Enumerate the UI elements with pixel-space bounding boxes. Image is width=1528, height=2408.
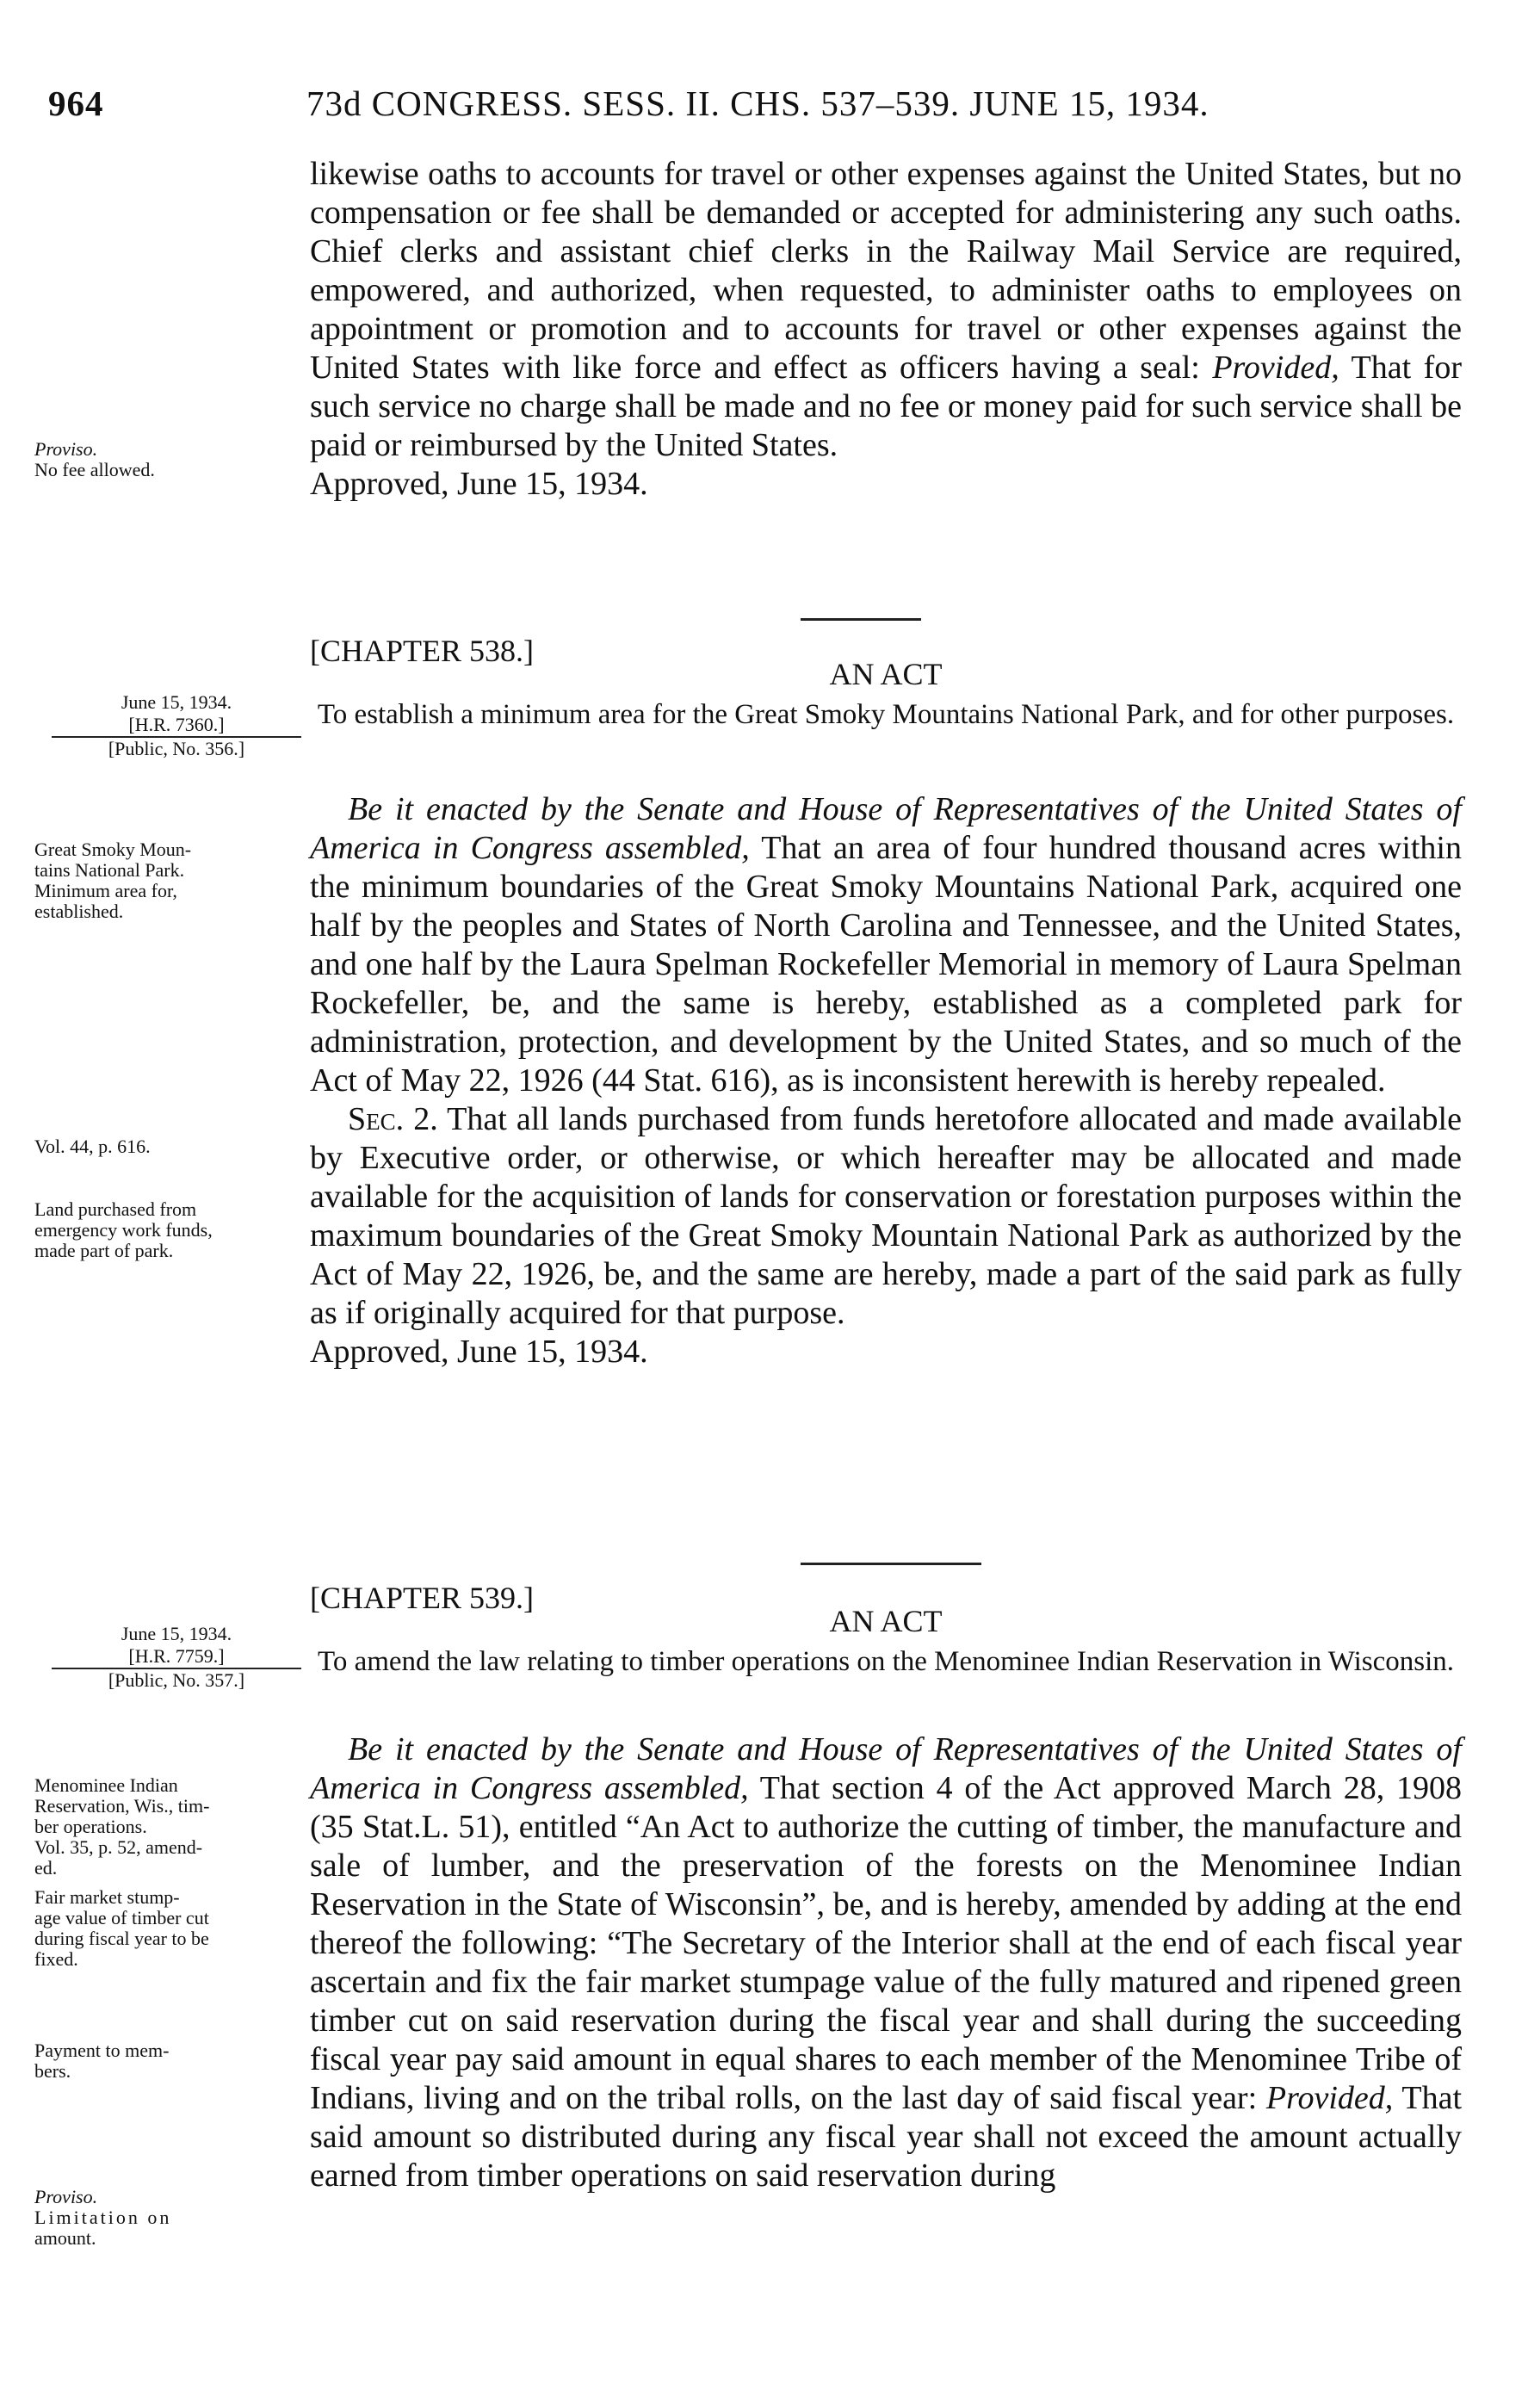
margin-menominee-line: Reservation, Wis., tim- <box>34 1795 210 1817</box>
ch537-body <box>310 155 1462 504</box>
margin-fair-line: Fair market stump- <box>34 1886 180 1908</box>
ch538-title: To establish a minimum area for the Great Smoky Mountains National Park, and for other purposes. <box>317 699 1455 730</box>
running-head: 73d CONGRESS. SESS. II. CHS. 537–539. JUNE 15, 1934. <box>306 84 1209 123</box>
margin-limitation-line: amount. <box>34 2227 96 2249</box>
margin-park-line: Great Smoky Moun- <box>34 839 192 860</box>
ch537-proviso-word: Provided, <box>1212 350 1339 386</box>
page-number: 964 <box>48 84 104 123</box>
ch539-chapter-label: [CHAPTER 539.] <box>310 1581 534 1615</box>
margin-menominee-line: Vol. 35, p. 52, amend- <box>34 1836 203 1858</box>
ch539-margin-proviso <box>34 2187 310 2249</box>
ch538-section-2 <box>310 1100 1462 1333</box>
ch539-margin-menominee <box>34 1775 310 1879</box>
ch539-title: To amend the law relating to timber operations on the Menominee Indian Reservation in Wisconsin. <box>317 1646 1455 1677</box>
margin-payment-line: Payment to mem- <box>34 2040 170 2061</box>
margin-park-line: tains National Park. <box>34 859 185 881</box>
ch538-an-act: AN ACT <box>829 657 943 691</box>
ch538-margin-park <box>34 839 310 922</box>
margin-land-line: made part of park. <box>34 1240 174 1261</box>
margin-park-line: established. <box>34 901 124 922</box>
margin-park-line: Minimum area for, <box>34 880 177 901</box>
ch538-bill-info <box>52 691 301 760</box>
margin-payment-line: bers. <box>34 2060 71 2082</box>
ch538-bill-date: June 15, 1934. <box>121 691 232 713</box>
ch538-enact-text: That an area of four hundred thousand acres within the minimum boundaries of the Great Smoky Mountains National Park, acquired one half by the peoples and States of North Carolina and Tennessee, and the United States, and one half by the Laura Spelman Rockefeller Memorial in memory of Laura Spelman Rockefeller, be, and the same is hereby, established as a completed park for administration, protection, and development by the United States, and so much of the Act of May 22, 1926 (44 Stat. 616), as is inconsistent herewith is hereby repealed. <box>310 830 1462 1099</box>
margin-fair-line: during fiscal year to be <box>34 1928 209 1949</box>
ch537-margin-notes <box>34 439 310 480</box>
ch538-margin-land <box>34 1199 310 1261</box>
ch538-sec2-label: Sec. 2. <box>348 1101 438 1137</box>
ch539-bill-hr: [H.R. 7759.] <box>52 1645 301 1669</box>
section-rule <box>801 1563 981 1565</box>
ch538-enacting-clause <box>310 790 1462 1100</box>
ch538-sec2-text: That all lands purchased from funds heretofore allocated and made available by Executive order, or otherwise, or which hereafter may be allocated and made available for the acquisition of lands for conservation or forestation purposes within the maximum boundaries of the Great Smoky Mountain National Park as authorized by the Act of May 22, 1926, be, and the same are hereby, made a part of the said park as fully as if originally acquired for that purpose. <box>310 1101 1462 1331</box>
margin-menominee-line: ed. <box>34 1857 58 1879</box>
margin-fair-line: fixed. <box>34 1948 78 1970</box>
margin-menominee-line: ber operations. <box>34 1816 147 1837</box>
margin-menominee-line: Menominee Indian <box>34 1774 178 1796</box>
margin-no-fee: No fee allowed. <box>34 459 155 480</box>
page-header <box>48 83 1459 134</box>
ch537-paragraph <box>310 155 1462 465</box>
ch539-bill-date: June 15, 1934. <box>121 1623 232 1644</box>
margin-fair-line: age value of timber cut <box>34 1907 209 1928</box>
ch538-body <box>310 790 1462 1371</box>
ch539-enact-text: That section 4 of the Act approved March 28, 1908 (35 Stat.L. 51), entitled “An Act to authorize the cutting of timber, the manufacture and sale of lumber, and the preservation of the forests on the Menominee Indian Reservation in the State of Wisconsin”, be, and is hereby, amended by adding at the end thereof the following: “The Secretary of the Interior shall at the end of each fiscal year ascertain and fix the fair market stumpage value of the fully matured and ripened green timber cut on said reservation during the fiscal year and shall during the succeeding fiscal year pay said amount in equal shares to each member of the Menominee Tribe of Indians, living and on the tribal rolls, on the last day of said fiscal year: <box>310 1770 1462 2116</box>
ch539-proviso-text: That said amount so distributed during any fiscal year shall not exceed the amount actually earned from timber operations on said reservation during <box>310 2080 1462 2194</box>
margin-proviso: Proviso. <box>34 438 98 460</box>
margin-land-line: emergency work funds, <box>34 1219 213 1241</box>
margin-vol-ref: Vol. 44, p. 616. <box>34 1136 151 1157</box>
ch538-margin-vol <box>34 1136 310 1157</box>
ch539-body <box>310 1730 1462 2195</box>
ch539-margin-payment <box>34 2040 310 2082</box>
section-rule <box>801 618 921 621</box>
ch538-bill-hr: [H.R. 7360.] <box>52 714 301 738</box>
margin-proviso: Proviso. <box>34 2186 98 2207</box>
ch539-bill-info <box>52 1623 301 1692</box>
ch539-proviso-word: Provided, <box>1265 2080 1394 2116</box>
ch539-enact-italic: Be it enacted by the Senate and House of Representatives of the United States of America in Congress assembled, <box>310 1731 1462 1806</box>
margin-land-line: Land purchased from <box>34 1198 197 1220</box>
ch537-text: likewise oaths to accounts for travel or other expenses against the United States, but no compensation or fee shall be demanded or accepted for administering any such oaths. Chief clerks and assistant chief clerks in the Railway Mail Service are required, empowered, and authorized, when requested, to administer oaths to employees on appointment or promotion and to accounts for travel or other expenses against the United States with like force and effect as officers having a seal: <box>310 156 1462 386</box>
ch538-chapter-label: [CHAPTER 538.] <box>310 634 534 668</box>
ch539-an-act: AN ACT <box>829 1604 943 1638</box>
ch538-enact-italic: Be it enacted by the Senate and House of Representatives of the United States of America in Congress assembled, <box>310 791 1462 866</box>
ch539-bill-public: [Public, No. 357.] <box>108 1669 245 1691</box>
ch537-proviso-text: That for such service no charge shall be made and no fee or money paid for such service shall be paid or reimbursed by the United States. <box>310 350 1462 463</box>
ch539-enacting-clause <box>310 1730 1462 2195</box>
ch537-approved: Approved, June 15, 1934. <box>310 466 648 502</box>
margin-limitation-line: Limitation on <box>34 2207 172 2228</box>
ch538-approved: Approved, June 15, 1934. <box>310 1334 648 1370</box>
ch538-bill-public: [Public, No. 356.] <box>108 738 245 759</box>
ch539-margin-fair <box>34 1887 310 1970</box>
